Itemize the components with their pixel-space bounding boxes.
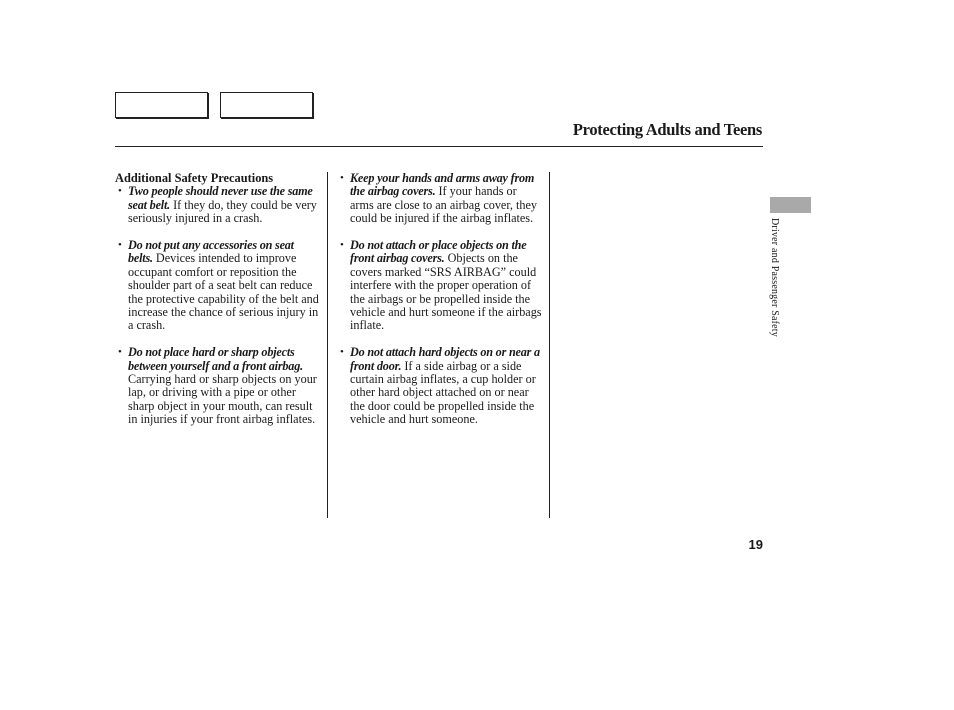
item-lead: Two people should never use the same seat belt. bbox=[128, 184, 313, 212]
section-side-label: Driver and Passenger Safety bbox=[769, 218, 780, 337]
item-lead: Keep your hands and arms away from the airbag covers. bbox=[350, 171, 535, 199]
section-tab-marker bbox=[770, 197, 811, 213]
item-text: If a side airbag or a side curtain airbag inflates, a cup holder or other hard object attached on or near the door could be propelled inside the vehicle and hurt someone. bbox=[350, 358, 536, 427]
item-text: If they do, they could be very seriously injured in a crash. bbox=[128, 197, 317, 226]
next-page-button[interactable] bbox=[220, 92, 313, 118]
item-text: Carrying hard or sharp objects on your lap, or driving with a pipe or other sharp object in your mouth, can result in injuries if your front airbag inflates. bbox=[128, 372, 317, 427]
column-middle bbox=[337, 172, 543, 440]
bullet-icon: • bbox=[118, 239, 122, 252]
bullet-icon: • bbox=[340, 172, 344, 184]
list-item bbox=[115, 185, 320, 225]
list-item bbox=[337, 172, 543, 226]
page-number: 19 bbox=[748, 537, 763, 552]
bullet-icon: • bbox=[118, 346, 122, 359]
list-item bbox=[337, 239, 543, 333]
item-lead: Do not attach or place objects on the front airbag covers. bbox=[350, 238, 527, 266]
list-item bbox=[337, 346, 543, 426]
column-left bbox=[115, 172, 320, 440]
item-lead: Do not attach hard objects on or near a front door. bbox=[350, 345, 540, 373]
item-lead: Do not put any accessories on seat belts. bbox=[128, 238, 294, 266]
section-heading: Additional Safety Precautions bbox=[115, 171, 274, 185]
column-divider bbox=[549, 172, 550, 518]
previous-page-button[interactable] bbox=[115, 92, 208, 118]
item-text: Objects on the covers marked “SRS AIRBAG” could interfere with the proper operation of the airbags or be propelled inside the vehicle and hurt someone if the airbags inflate. bbox=[350, 251, 542, 333]
column-divider bbox=[327, 172, 328, 518]
item-text: If your hands or arms are close to an airbag cover, they could be injured if the airbag inflates. bbox=[350, 184, 537, 226]
title-divider bbox=[115, 146, 763, 147]
item-text: Devices intended to improve occupant comfort or reposition the shoulder part of a seat belt can reduce the protective capability of the belt and increase the chance of serious injury in a crash. bbox=[128, 251, 319, 333]
list-item bbox=[115, 239, 320, 333]
bullet-icon: • bbox=[118, 185, 122, 198]
list-item bbox=[115, 346, 320, 426]
page-title: Protecting Adults and Teens bbox=[572, 120, 762, 139]
bullet-icon: • bbox=[340, 239, 344, 252]
bullet-icon: • bbox=[340, 346, 344, 359]
item-lead: Do not place hard or sharp objects between yourself and a front airbag. bbox=[128, 345, 303, 373]
